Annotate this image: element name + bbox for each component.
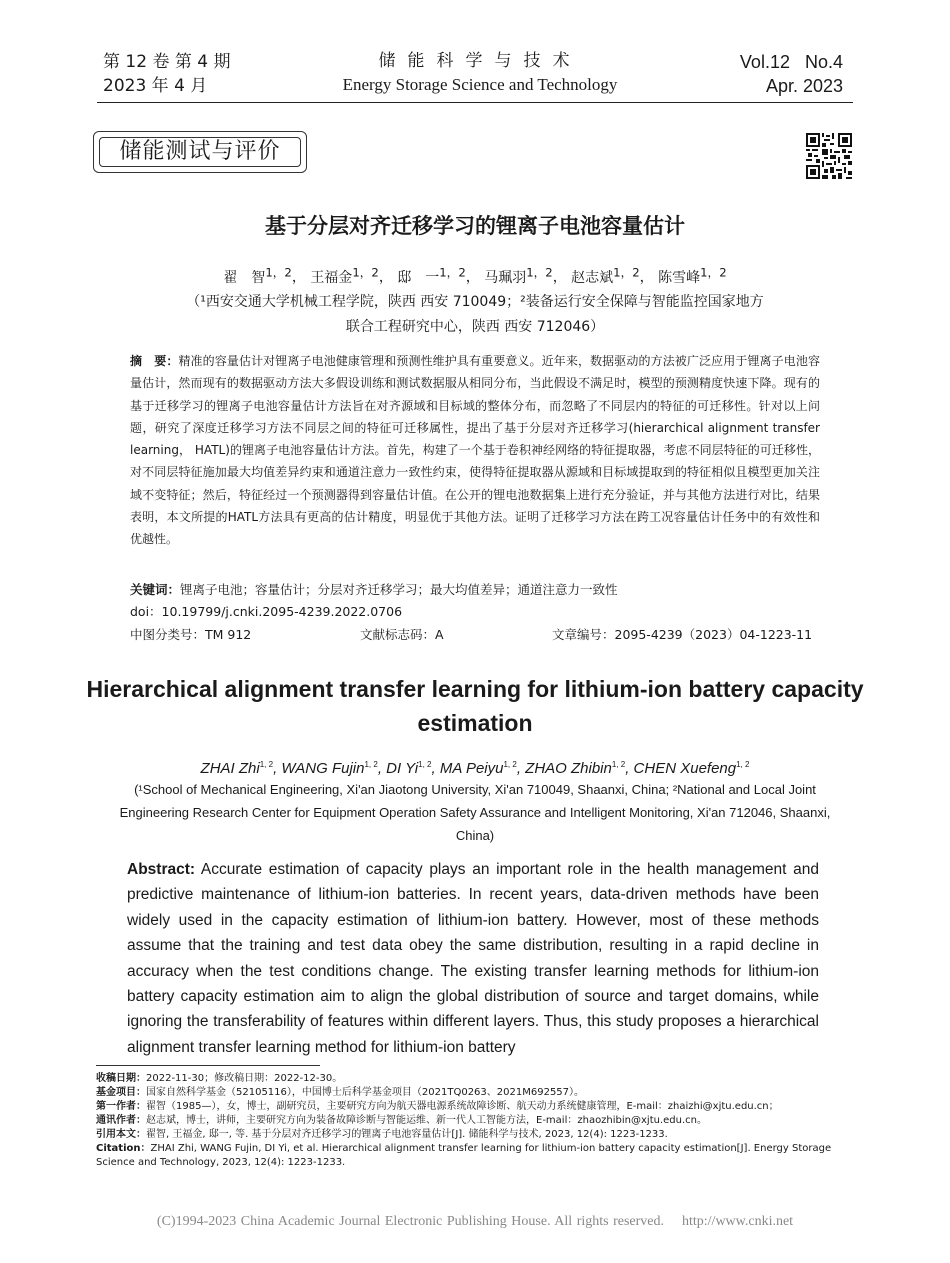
footnotes — [96, 1072, 854, 1170]
author-en: DI Yi$^{1, 2}$ — [386, 760, 432, 777]
abstract-cn-label: 摘 要： — [130, 354, 179, 368]
article-title-cn: 基于分层对齐迁移学习的锂离子电池容量估计 — [265, 214, 685, 238]
abstract-en — [127, 857, 819, 1060]
author-cn: 陈雪峰$^{1,2}$ — [658, 265, 727, 286]
journal-name-cn: 储能科学与技术 — [378, 51, 582, 71]
volume-cn: 第 12 卷 第 4 期 — [103, 52, 231, 72]
date-en: Apr. 2023 — [765, 76, 843, 96]
author-en: WANG Fujin$^{1, 2}$ — [281, 760, 378, 777]
header-center — [300, 50, 660, 98]
classification-row — [130, 625, 820, 645]
author-en: CHEN Xuefeng$^{1, 2}$ — [633, 760, 750, 777]
doi[interactable]: doi：10.19799/j.cnki.2095-4239.2022.0706 — [130, 604, 403, 619]
affiliation-en: (¹School of Mechanical Engineering, Xi'an Jiaotong University, Xi'an 710049, Shaanxi, China; ²National and Local Joint Engineering Research Center for Equipment Operation Safety Assurance and Intelligent Monitoring, Xi'an 712046, Shaanxi, China) — [119, 782, 831, 843]
copyright-notice: (C)1994-2023 China Academic Journal Electronic Publishing House. All rights reserved. http://www.cnki.net — [156, 1214, 794, 1229]
journal-name-en: Energy Storage Science and Technology — [342, 75, 618, 94]
footnote-corresponding: 通讯作者：赵志斌，博士，讲师，主要研究方向为装备故障诊断与智能运维、新一代人工智能方法，E-mail：zhaozhibin@xjtu.edu.cn。 — [96, 1115, 708, 1126]
article-title-en: Hierarchical alignment transfer learning for lithium-ion battery capacity estimation — [86, 676, 864, 736]
author-cn: 赵志斌$^{1,2}$ — [571, 265, 640, 286]
header-left — [103, 50, 230, 98]
header-rule — [97, 102, 853, 103]
article-number: 文章编号：2095-4239（2023）04-1223-11 — [552, 627, 813, 642]
date-cn: 2023 年 4 月 — [103, 76, 208, 96]
abstract-cn-text: 精准的容量估计对锂离子电池健康管理和预测性维护具有重要意义。近年来，数据驱动的方法被广泛应用于锂离子电池容量估计，然而现有的数据驱动方法大多假设训练和测试数据服从相同分布，当此假设不满足时，模型的预测精度快速下降。现有的基于迁移学习的锂离子电池容量估计方法旨在对齐源域和目标域的整体分布，而忽略了不同层内的特征的可迁移性。针对以上问题，研究了深度迁移学习方法不同层之间的特征可迁移属性，提出了基于分层对齐迁移学习(hierarchical alignment transfer learning， HATL)的锂离子电池容量估计方法。首先，构建了一个基于卷积神经网络的特征提取器，考虑不同层特征的可迁移性，对不同层特征施加最大均值差异约束和通道注意力一致性约束，使得特征提取器从源域和目标域提取到的特征相似且模型更加关注域不变特征；然后，特征经过一个预测器得到容量估计值。在公开的锂电池数据集上进行充分验证，并与其他方法进行对比，结果表明，本文所提的HATL方法具有更高的估计精度，明显优于其他方法。证明了迁移学习方法在跨工况容量估计任务中的有效性和优越性。 — [130, 354, 820, 547]
footnote-dates: 收稿日期：2022-11-30；修改稿日期：2022-12-30。 — [96, 1073, 343, 1084]
qr-code-icon[interactable] — [806, 133, 852, 179]
volume-en: Vol.12 No.4 — [739, 52, 843, 72]
author-en: ZHAI Zhi$^{1, 2}$ — [200, 760, 274, 777]
author-cn: 王福金$^{1,2}$ — [310, 265, 379, 286]
author-cn: 马珮羽$^{1,2}$ — [484, 265, 553, 286]
section-label: 储能测试与评价 — [99, 137, 301, 167]
document-code: 文献标志码：A — [360, 627, 444, 642]
footnote-cite-cn: 引用本文：翟智, 王福金, 邸一, 等. 基于分层对齐迁移学习的锂离子电池容量估计[J]. 储能科学与技术, 2023, 12(4): 1223-1233. — [96, 1129, 668, 1140]
abstract-cn — [130, 350, 820, 551]
author-cn: 翟 智$^{1,2}$ — [223, 265, 292, 286]
author-list-cn: 翟 智$^{1,2}$， 王福金$^{1,2}$， 邸 一$^{1,2}$， 马珮羽$^{1,2}$， 赵志斌$^{1,2}$， 陈雪峰$^{1,2}$ — [223, 265, 727, 286]
footnote-fund: 基金项目：国家自然科学基金（52105116），中国博士后科学基金项目（2021TQ0263、2021M692557）。 — [96, 1087, 585, 1098]
footnote-cite-en: Citation：ZHAI Zhi, WANG Fujin, DI Yi, et al. Hierarchical alignment transfer learning for lithium-ion battery capacity estimation[J]. Energy Storage Science and Technology, 2023, 12(4): 1223-1233. — [96, 1143, 832, 1168]
affiliation-cn: （¹西安交通大学机械工程学院，陕西 西安 710049；²装备运行安全保障与智能监控国家地方 联合工程研究中心，陕西 西安 712046） — [186, 294, 764, 335]
keywords-cn: 关键词：锂离子电池；容量估计；分层对齐迁移学习；最大均值差异；通道注意力一致性 — [130, 582, 618, 597]
author-list-en: ZHAI Zhi$^{1, 2}$, WANG Fujin$^{1, 2}$, DI Yi$^{1, 2}$, MA Peiyu$^{1, 2}$, ZHAO Zhibin$^{1, 2}$, CHEN Xuefeng$^{1, 2}$ — [200, 760, 750, 777]
author-cn: 邸 一$^{1,2}$ — [397, 265, 466, 286]
abstract-en-text: Accurate estimation of capacity plays an important role in the health management and predictive maintenance of lithium-ion batteries. In recent years, data-driven methods have been widely used in the capacity estimation of lithium-ion battery. However, most of these methods assume that the training and test data obey the same distribution, resulting in a rapid decline in accuracy when the test conditions change. The existing transfer learning methods for lithium-ion battery capacity estimation aim to align the global distribution of source and target domains, while ignoring the transferability of features within different layers. Thus, this study proposes a hierarchical alignment transfer learning method for lithium-ion battery — [127, 861, 819, 1056]
header-right — [740, 50, 843, 98]
footnote-rule — [96, 1065, 320, 1066]
author-en: MA Peiyu$^{1, 2}$ — [439, 760, 517, 777]
footnote-first-author: 第一作者：翟智（1985—），女，博士，副研究员，主要研究方向为航天器电源系统故障诊断、航天动力系统健康管理，E-mail：zhaizhi@xjtu.edu.cn； — [96, 1101, 779, 1112]
author-en: ZHAO Zhibin$^{1, 2}$ — [525, 760, 626, 777]
clc-number: 中图分类号：TM 912 — [130, 627, 252, 642]
abstract-en-label: Abstract: — [127, 861, 196, 878]
